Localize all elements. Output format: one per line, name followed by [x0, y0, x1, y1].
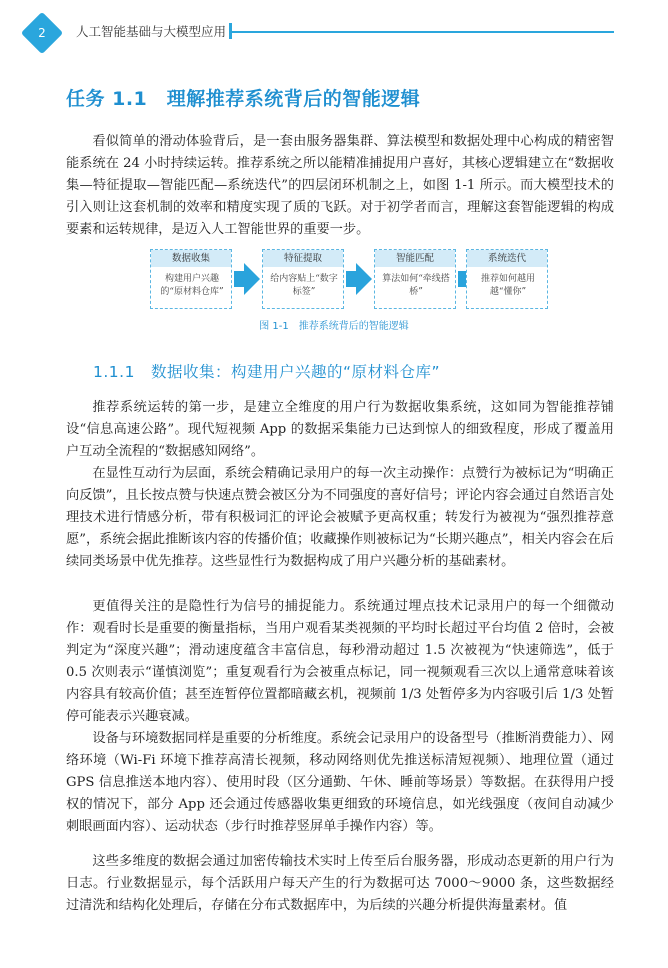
running-head-title: 人工智能基础与大模型应用	[76, 24, 227, 39]
flow-arrow-icon	[356, 263, 372, 295]
flow-step-description: 推荐如何越用越“懂你”	[480, 274, 535, 297]
flow-step-data-collection	[150, 249, 232, 309]
flow-step-smart-matching	[374, 249, 456, 309]
body-paragraph-2: 在显性互动行为层面，系统会精确记录用户的每一次主动操作：点赞行为被标记为“明确正向反馈”，且长按点赞与快速点赞会被区分为不同强度的喜好信号；评论内容会通过自然语言处理技术进行情感分析，带有积极词汇的评论会被赋予更高权重；转发行为被视为“强烈推荐意愿”，系统会据此推断该内容的传播价值；收藏操作则被标记为“长期兴趣点”，相关内容会在后续同类场景中优先推荐。这些显性行为数据构成了用户兴趣分析的基础素材。	[66, 466, 614, 570]
body-paragraph-1: 推荐系统运转的第一步，是建立全维度的用户行为数据收集系统，这如同为智能推荐铺设“信息高速公路”。现代短视频 App 的数据采集能力已达到惊人的细致程度，形成了覆盖用户互动全流程的“数据感知网络”。	[66, 400, 614, 460]
flow-arrow-icon	[244, 263, 260, 295]
body-paragraph-3: 更值得关注的是隐性行为信号的捕捉能力。系统通过埋点技术记录用户的每一个细微动作：观看时长是重要的衡量指标，当用户观看某类视频的平均时长超过平台均值 2 倍时，会被判定为“深度兴趣”；滑动速度蕴含丰富信息，每秒滑动超过 1.5 次被视为“快速筛选”，低于 0.5 次则表示“谨慎浏览”；重复观看行为会被重点标记，同一视频观看三次以上通常意味着该内容具有较高价值；甚至连暂停位置都暗藏玄机，视频前 1/3 处暂停多为内容吸引后 1/3 处暂停可能表示兴趣衰减。	[66, 599, 614, 725]
flow-step-description: 算法如何“牵线搭桥”	[382, 274, 450, 297]
page-header	[0, 0, 668, 62]
flow-arrow-stem	[234, 271, 244, 287]
flow-step-description: 给内容贴上“数字标签”	[270, 274, 338, 297]
flow-arrow-stem	[346, 271, 356, 287]
flow-step-description: 构建用户兴趣的“原材料仓库”	[160, 274, 224, 297]
flow-step-title: 智能匹配	[375, 250, 455, 267]
figure-caption: 图 1-1 推荐系统背后的智能逻辑	[259, 321, 409, 332]
flow-step-system-iteration	[466, 249, 548, 309]
body-paragraph-5: 这些多维度的数据会通过加密传输技术实时上传至后台服务器，形成动态更新的用户行为日志。行业数据显示，每个活跃用户每天产生的行为数据可达 7000～9000 条，这些数据经过清洗和结构化处理后，存储在分布式数据库中，为后续的兴趣分析提供海量素材。值	[66, 854, 614, 914]
section-heading: 1.1.1 数据收集：构建用户兴趣的“原材料仓库”	[93, 363, 441, 381]
body-paragraph-4: 设备与环境数据同样是重要的分析维度。系统会记录用户的设备型号（推断消费能力）、网络环境（Wi-Fi 环境下推荐高清长视频，移动网络则优先推送标清短视频）、地理位置（通过 GPS 信息推送本地内容）、使用时段（区分通勤、午休、睡前等场景）等数据。在获得用户授权的情况下，部分 App 还会通过传感器收集更细致的环境信息，如光线强度（夜间自动减少刺眼画面内容）、运动状态（步行时推荐竖屏单手操作内容）等。	[66, 731, 614, 835]
header-rule	[229, 31, 614, 33]
intro-paragraph: 看似简单的滑动体验背后，是一套由服务器集群、算法模型和数据处理中心构成的精密智能系统在 24 小时持续运转。推荐系统之所以能精准捕捉用户喜好，其核心逻辑建立在“数据收集—特征提取—智能匹配—系统迭代”的四层闭环机制之上，如图 1-1 所示。而大模型技术的引入则让这套机制的效率和精度实现了质的飞跃。对于初学者而言，理解这套智能逻辑的构成要素和运转规律，是迈入人工智能世界的重要一步。	[66, 134, 614, 238]
flow-step-title: 特征提取	[263, 250, 343, 267]
flow-step-title: 数据收集	[151, 250, 231, 267]
page-number: 2	[38, 26, 46, 40]
flow-step-title: 系统迭代	[467, 250, 547, 267]
flow-step-feature-extraction	[262, 249, 344, 309]
task-heading: 任务 1.1 理解推荐系统背后的智能逻辑	[66, 88, 421, 110]
